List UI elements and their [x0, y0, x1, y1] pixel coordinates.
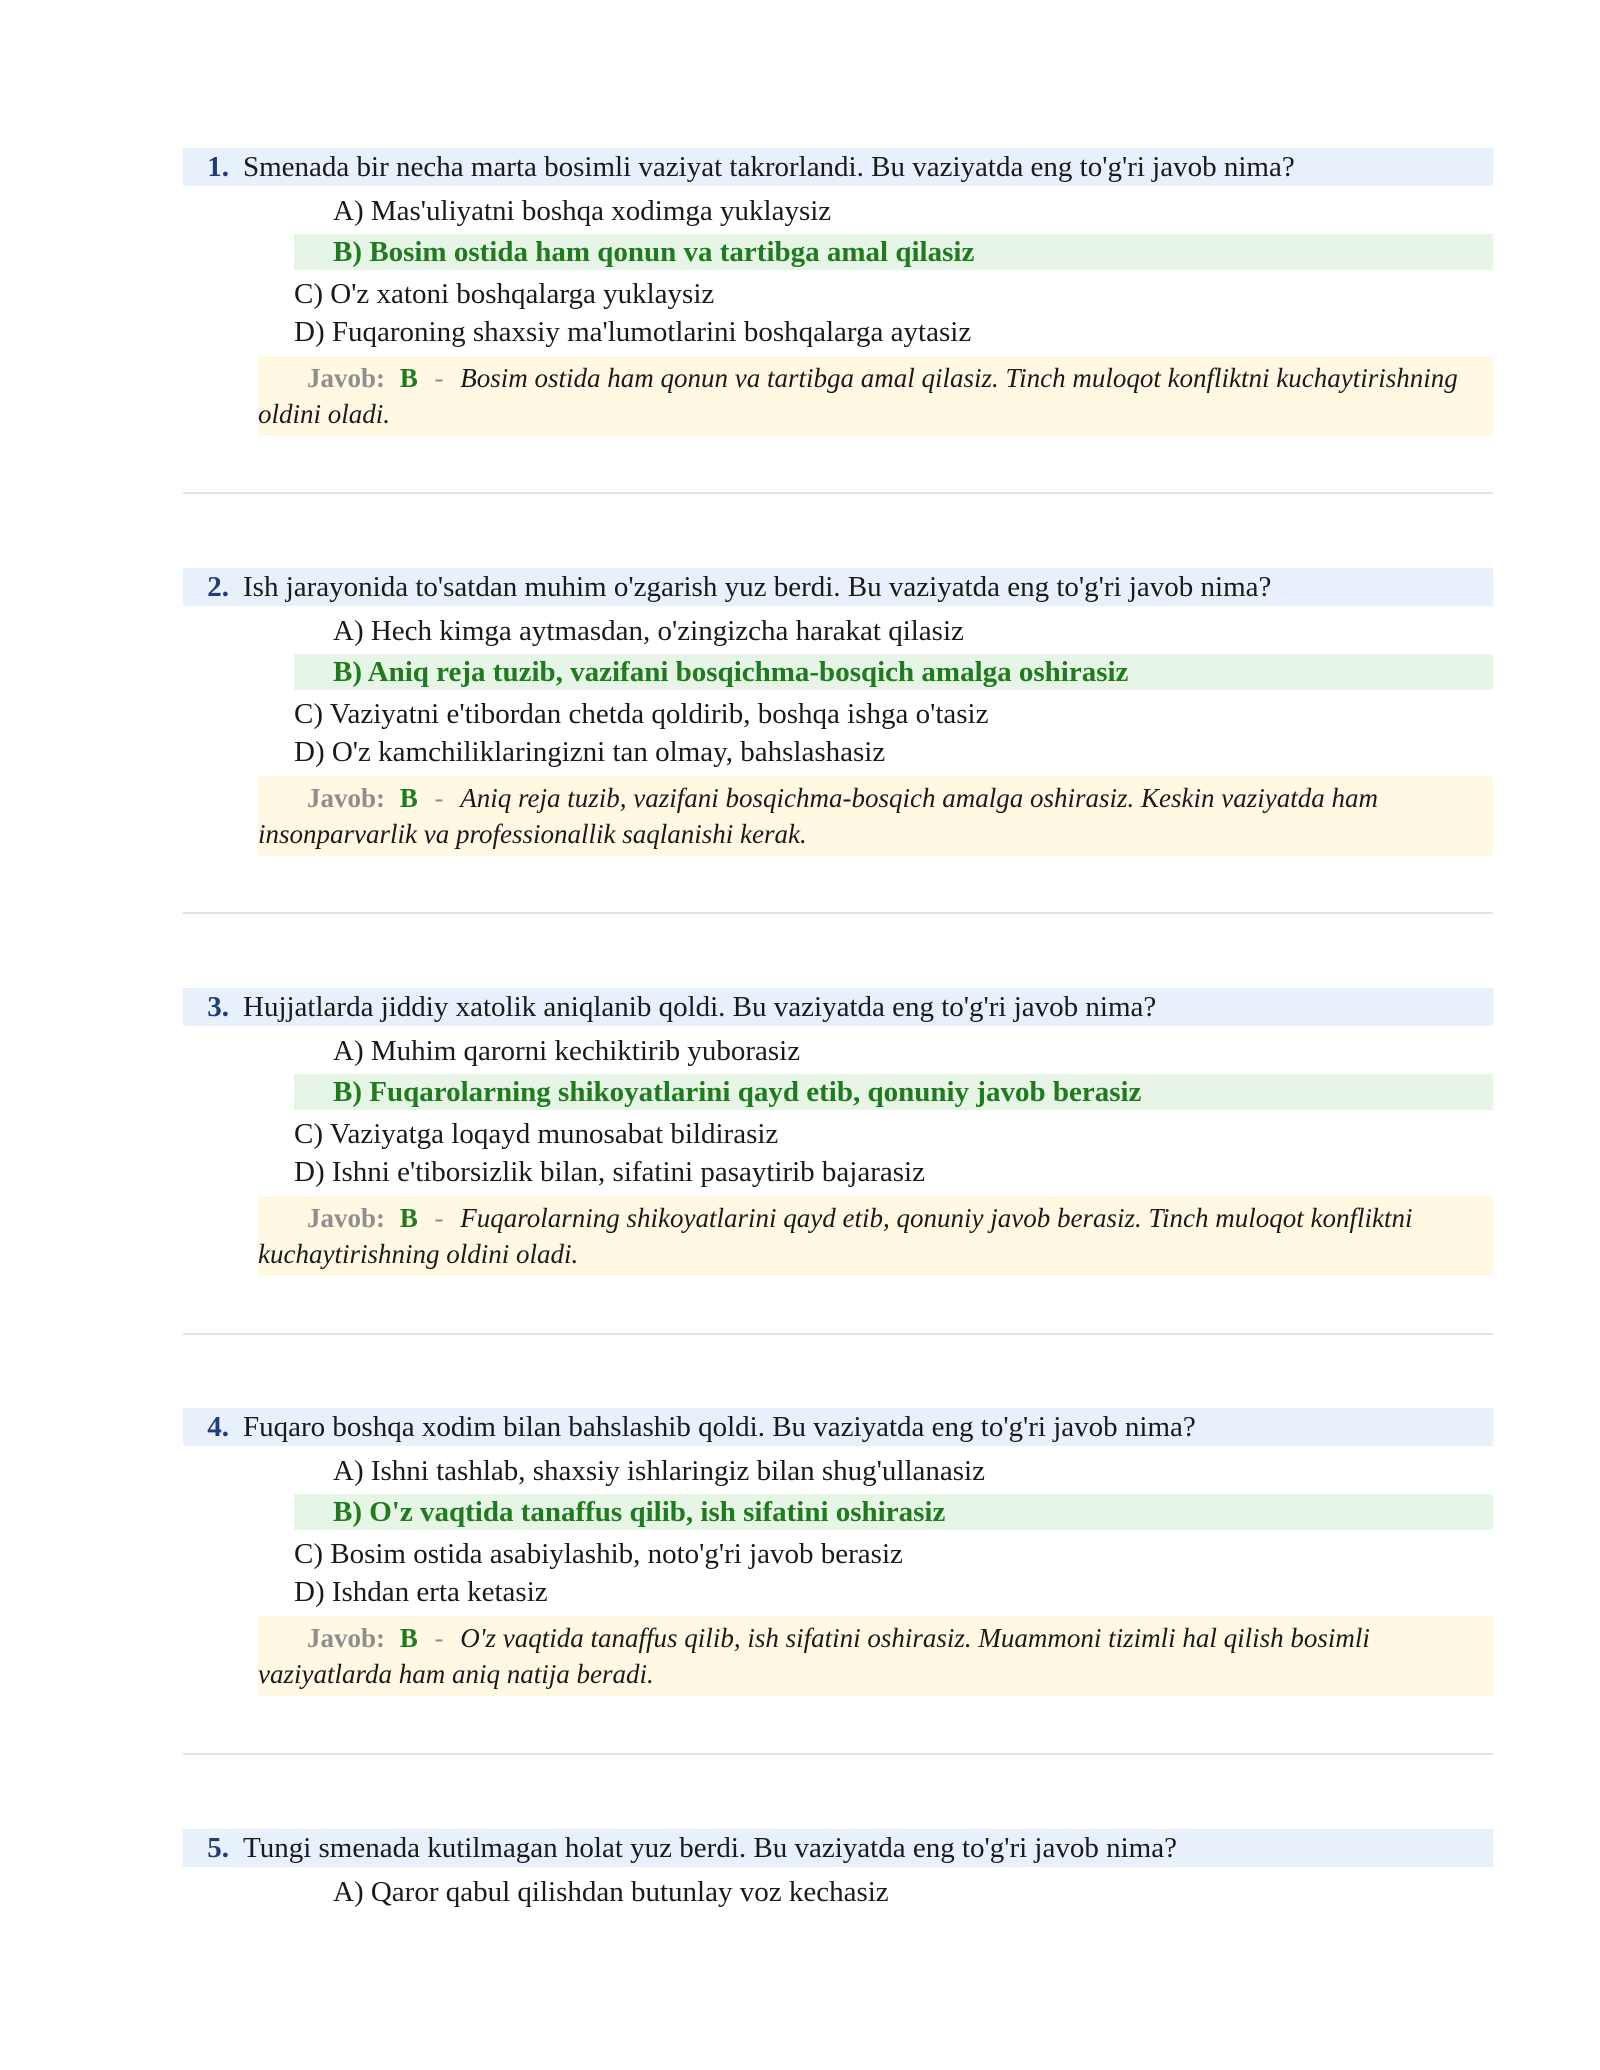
option-a: A) Mas'uliyatni boshqa xodimga yuklaysiz — [333, 195, 832, 227]
option-c: C) Vaziyatni e'tibordan chetda qoldirib, boshqa ishga o'tasiz — [294, 698, 989, 730]
question-number: 2. — [207, 571, 229, 603]
question-5 — [183, 1829, 1493, 1911]
question-number: 1. — [207, 151, 229, 183]
question-header — [183, 148, 1493, 186]
answer-label: Javob: — [307, 363, 386, 393]
question-number: 5. — [207, 1832, 229, 1864]
answer-letter: B — [399, 1203, 418, 1233]
answer-letter: B — [399, 783, 418, 813]
question-text: Tungi smenada kutilmagan holat yuz berdi. Bu vaziyatda eng to'g'ri javob nima? — [243, 1832, 1177, 1864]
option-b-correct: B) Bosim ostida ham qonun va tartibga amal qilasiz — [294, 234, 1493, 270]
option-b-correct: B) Aniq reja tuzib, vazifani bosqichma-bosqich amalga oshirasiz — [294, 654, 1493, 690]
answer-dash: - — [434, 1623, 444, 1653]
divider — [183, 912, 1493, 914]
answer-explanation: Bosim ostida ham qonun va tartibga amal qilasiz. Tinch muloqot konfliktni kuchaytirishning oldini oladi. — [258, 363, 1458, 429]
option-d: D) Fuqaroning shaxsiy ma'lumotlarini boshqalarga aytasiz — [294, 316, 972, 348]
answer-letter: B — [399, 363, 418, 393]
question-header — [183, 1829, 1493, 1867]
answer-explanation: O'z vaqtida tanaffus qilib, ish sifatini oshirasiz. Muammoni tizimli hal qilish bosimli vaziyatlarda ham aniq natija beradi. — [258, 1623, 1370, 1689]
option-b-correct: B) O'z vaqtida tanaffus qilib, ish sifatini oshirasiz — [294, 1494, 1493, 1530]
option-a: A) Muhim qarorni kechiktirib yuborasiz — [333, 1035, 801, 1067]
question-3 — [183, 988, 1493, 1276]
option-c: C) O'z xatoni boshqalarga yuklaysiz — [294, 278, 715, 310]
question-text: Ish jarayonida to'satdan muhim o'zgarish yuz berdi. Bu vaziyatda eng to'g'ri javob nima? — [243, 571, 1272, 603]
option-d: D) O'z kamchiliklaringizni tan olmay, bahslashasiz — [294, 736, 886, 768]
answer-explanation: Aniq reja tuzib, vazifani bosqichma-bosqich amalga oshirasiz. Keskin vaziyatda ham insonparvarlik va professionallik saqlanishi kerak. — [258, 783, 1378, 849]
answer-label: Javob: — [307, 1203, 386, 1233]
answer-explanation: Fuqarolarning shikoyatlarini qayd etib, qonuniy javob berasiz. Tinch muloqot konfliktni kuchaytirishning oldini oladi. — [258, 1203, 1413, 1269]
question-text: Fuqaro boshqa xodim bilan bahslashib qoldi. Bu vaziyatda eng to'g'ri javob nima? — [243, 1411, 1196, 1443]
option-a: A) Hech kimga aytmasdan, o'zingizcha harakat qilasiz — [333, 615, 964, 647]
option-d: D) Ishdan erta ketasiz — [294, 1576, 548, 1608]
answer-dash: - — [434, 363, 444, 393]
question-header — [183, 988, 1493, 1026]
option-b-correct: B) Fuqarolarning shikoyatlarini qayd etib, qonuniy javob berasiz — [294, 1074, 1493, 1110]
option-d: D) Ishni e'tiborsizlik bilan, sifatini pasaytirib bajarasiz — [294, 1156, 925, 1188]
option-c: C) Bosim ostida asabiylashib, noto'g'ri javob berasiz — [294, 1538, 903, 1570]
divider — [183, 1753, 1493, 1755]
option-c: C) Vaziyatga loqayd munosabat bildirasiz — [294, 1118, 779, 1150]
question-text: Smenada bir necha marta bosimli vaziyat takrorlandi. Bu vaziyatda eng to'g'ri javob nima? — [243, 151, 1295, 183]
question-header — [183, 1408, 1493, 1446]
answer-box — [258, 356, 1493, 436]
answer-box — [258, 776, 1493, 856]
option-a: A) Ishni tashlab, shaxsiy ishlaringiz bilan shug'ullanasiz — [333, 1455, 985, 1487]
option-a: A) Qaror qabul qilishdan butunlay voz kechasiz — [333, 1876, 889, 1908]
question-text: Hujjatlarda jiddiy xatolik aniqlanib qoldi. Bu vaziyatda eng to'g'ri javob nima? — [243, 991, 1157, 1023]
question-2 — [183, 568, 1493, 856]
divider — [183, 1333, 1493, 1335]
answer-letter: B — [399, 1623, 418, 1653]
answer-dash: - — [434, 783, 444, 813]
answer-label: Javob: — [307, 1623, 386, 1653]
divider — [183, 492, 1493, 494]
answer-box — [258, 1616, 1493, 1696]
answer-dash: - — [434, 1203, 444, 1233]
answer-box — [258, 1196, 1493, 1276]
question-1 — [183, 148, 1493, 436]
question-header — [183, 568, 1493, 606]
question-4 — [183, 1408, 1493, 1696]
question-number: 4. — [207, 1411, 229, 1443]
answer-label: Javob: — [307, 783, 386, 813]
question-number: 3. — [207, 991, 229, 1023]
